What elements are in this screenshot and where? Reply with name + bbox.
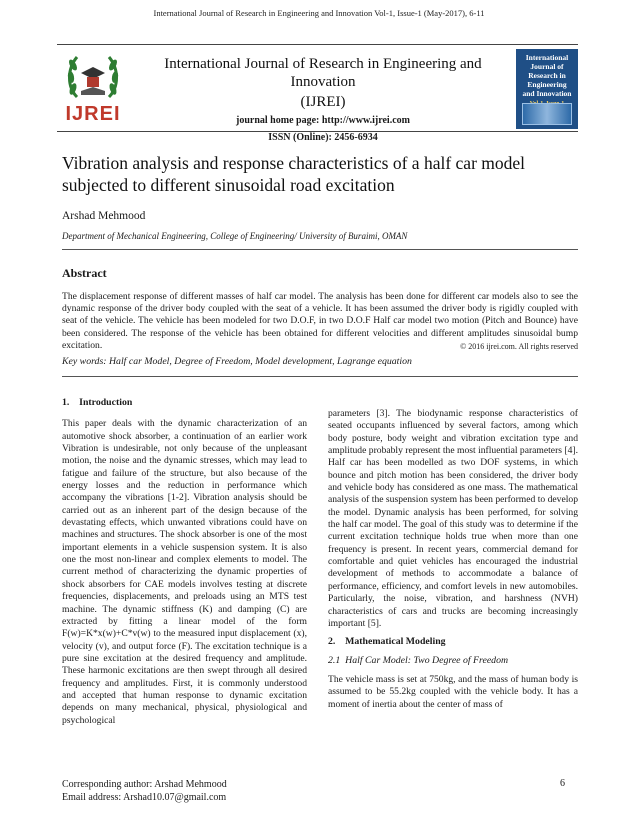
journal-title: International Journal of Research in Engineering and Innovation bbox=[164, 56, 482, 90]
corresponding-author-email: Email address: Arshad10.07@gmail.com bbox=[62, 792, 227, 803]
left-column bbox=[62, 397, 307, 727]
subsection-heading-half-car-model: 2.1 Half Car Model: Two Degree of Freedom bbox=[328, 654, 509, 666]
divider bbox=[62, 249, 578, 250]
introduction-paragraph-continued: parameters [3]. The biodynamic response characteristics of seated occupants influenced by several factors, among which body posture, body weight and vibration excitation type and amplitude probably represent the most influential parameters [4]. Half car has been modelled as two DOF systems, in which bounce and pitch motion has been considered, the driver body and vehicle body has considered as one mass. The mathematical analysis of the suspension system has been performed to develop the model. Dynamic analysis has been performed, for solving the half car model. The goal of this study was to determine if the current excitation technique holds true when more than one frequency is present. In recent years, commercial demand for comfortable and quiet vehicles has encouraged the industrial development of methods to accommodate a balance of performance, efficiency, and comfort levels in new automobiles. Particularly, the noise, vibration, and harshness (NVH) characteristics of cars and trucks are becoming increasingly important [5]. bbox=[328, 408, 578, 629]
section-heading-mathematical-modeling: 2. Mathematical Modeling bbox=[328, 636, 446, 648]
cover-line: International bbox=[525, 53, 569, 62]
journal-abbreviation: (IJREI) bbox=[300, 94, 346, 110]
cover-line: Journal of bbox=[530, 62, 564, 71]
journal-cover-thumbnail bbox=[516, 49, 578, 129]
corresponding-author-name: Corresponding author: Arshad Mehmood bbox=[62, 779, 227, 790]
corresponding-author bbox=[62, 778, 227, 804]
logo-text: IJREI bbox=[65, 103, 121, 125]
running-head: International Journal of Research in Engineering and Innovation Vol-1, Issue-1 (May-2017), 6-11 bbox=[153, 8, 485, 18]
cover-line: Engineering bbox=[527, 80, 567, 89]
right-column bbox=[328, 408, 578, 711]
masthead-center bbox=[133, 55, 513, 143]
modeling-paragraph: The vehicle mass is set at 750kg, and the mass of human body is assumed to be 55.2kg coupled with the vehicle body. It has a moment of inertia about the center of mass of bbox=[328, 673, 578, 710]
cover-line: and Innovation bbox=[522, 89, 572, 98]
abstract-text: The displacement response of different masses of half car model. The analysis has been done for different car models also to see the dynamic response of the driver body coupled with the seat of a vehicle. It has been assumed the driver body is rigidly coupled with seat of the vehicle. The vehicle has been modeled for two D.O.F, in two D.O.F Half car model two motion (Pitch and Bounce) have been considered. The response of the vehicle has been obtained for different velocities and different amplitudes sinusoidal bump excitation. bbox=[62, 291, 578, 351]
cover-line: Research in bbox=[528, 71, 566, 80]
laurel-wreath-icon bbox=[63, 51, 123, 103]
author-name: Arshad Mehmood bbox=[62, 210, 146, 222]
abstract-heading: Abstract bbox=[62, 266, 107, 280]
keywords: Key words: Half car Model, Degree of Freedom, Model development, Lagrange equation bbox=[62, 356, 412, 367]
journal-issn: ISSN (Online): 2456-6934 bbox=[268, 132, 378, 143]
journal-logo bbox=[57, 51, 129, 127]
journal-homepage: journal home page: http://www.ijrei.com bbox=[236, 115, 410, 126]
introduction-paragraph: This paper deals with the dynamic characterization of an automotive shock absorber, a continuation of an earlier work Vibration is undesirable, not only because of the unpleasant motion, the noise and the dynamic stresses, which may lead to fatigue and failure of the structure, but also because of the energy losses and the reduction in performance which accompany the vibrations [1-2]. Vibration analysis should be carried out as an inherent part of the design because of the devastating effects, which unwanted vibrations could have on machines and structures. The shock absorber is one of the most important elements in a vehicle suspension system. It is also one the most non-linear and complex elements to model. The current method of characterizing the dynamic properties of shock absorbers for CAE models involves testing at discrete frequencies, displacements, and preloads using an MTS test machine. The dynamic stiffness (K) and damping (C) are extracted by fitting a linear model of the form F(w)=K*x(w)+C*v(w) to the measured input displacement (x), velocity (v), and output force (F). The excitation technique is a pure sine excitation at the desired frequency and amplitude. These harmonic excitations are then swept through all desired frequency and amplitudes. First, it is commonly understood and accepted that human response to dynamic excitation depends on many mechanical, physical, physiological and psychological bbox=[62, 418, 307, 726]
author-affiliation: Department of Mechanical Engineering, College of Engineering/ University of Buraimi, OMAN bbox=[62, 231, 408, 241]
paper-title: Vibration analysis and response characteristics of a half car model subjected to different sinusoidal road excitation bbox=[62, 153, 526, 195]
divider bbox=[62, 376, 578, 377]
journal-masthead bbox=[57, 44, 578, 143]
cover-artwork bbox=[522, 103, 572, 125]
copyright-notice: © 2016 ijrei.com. All rights reserved bbox=[460, 342, 578, 351]
page-number: 6 bbox=[560, 778, 565, 789]
section-heading-introduction: 1. Introduction bbox=[62, 397, 133, 408]
